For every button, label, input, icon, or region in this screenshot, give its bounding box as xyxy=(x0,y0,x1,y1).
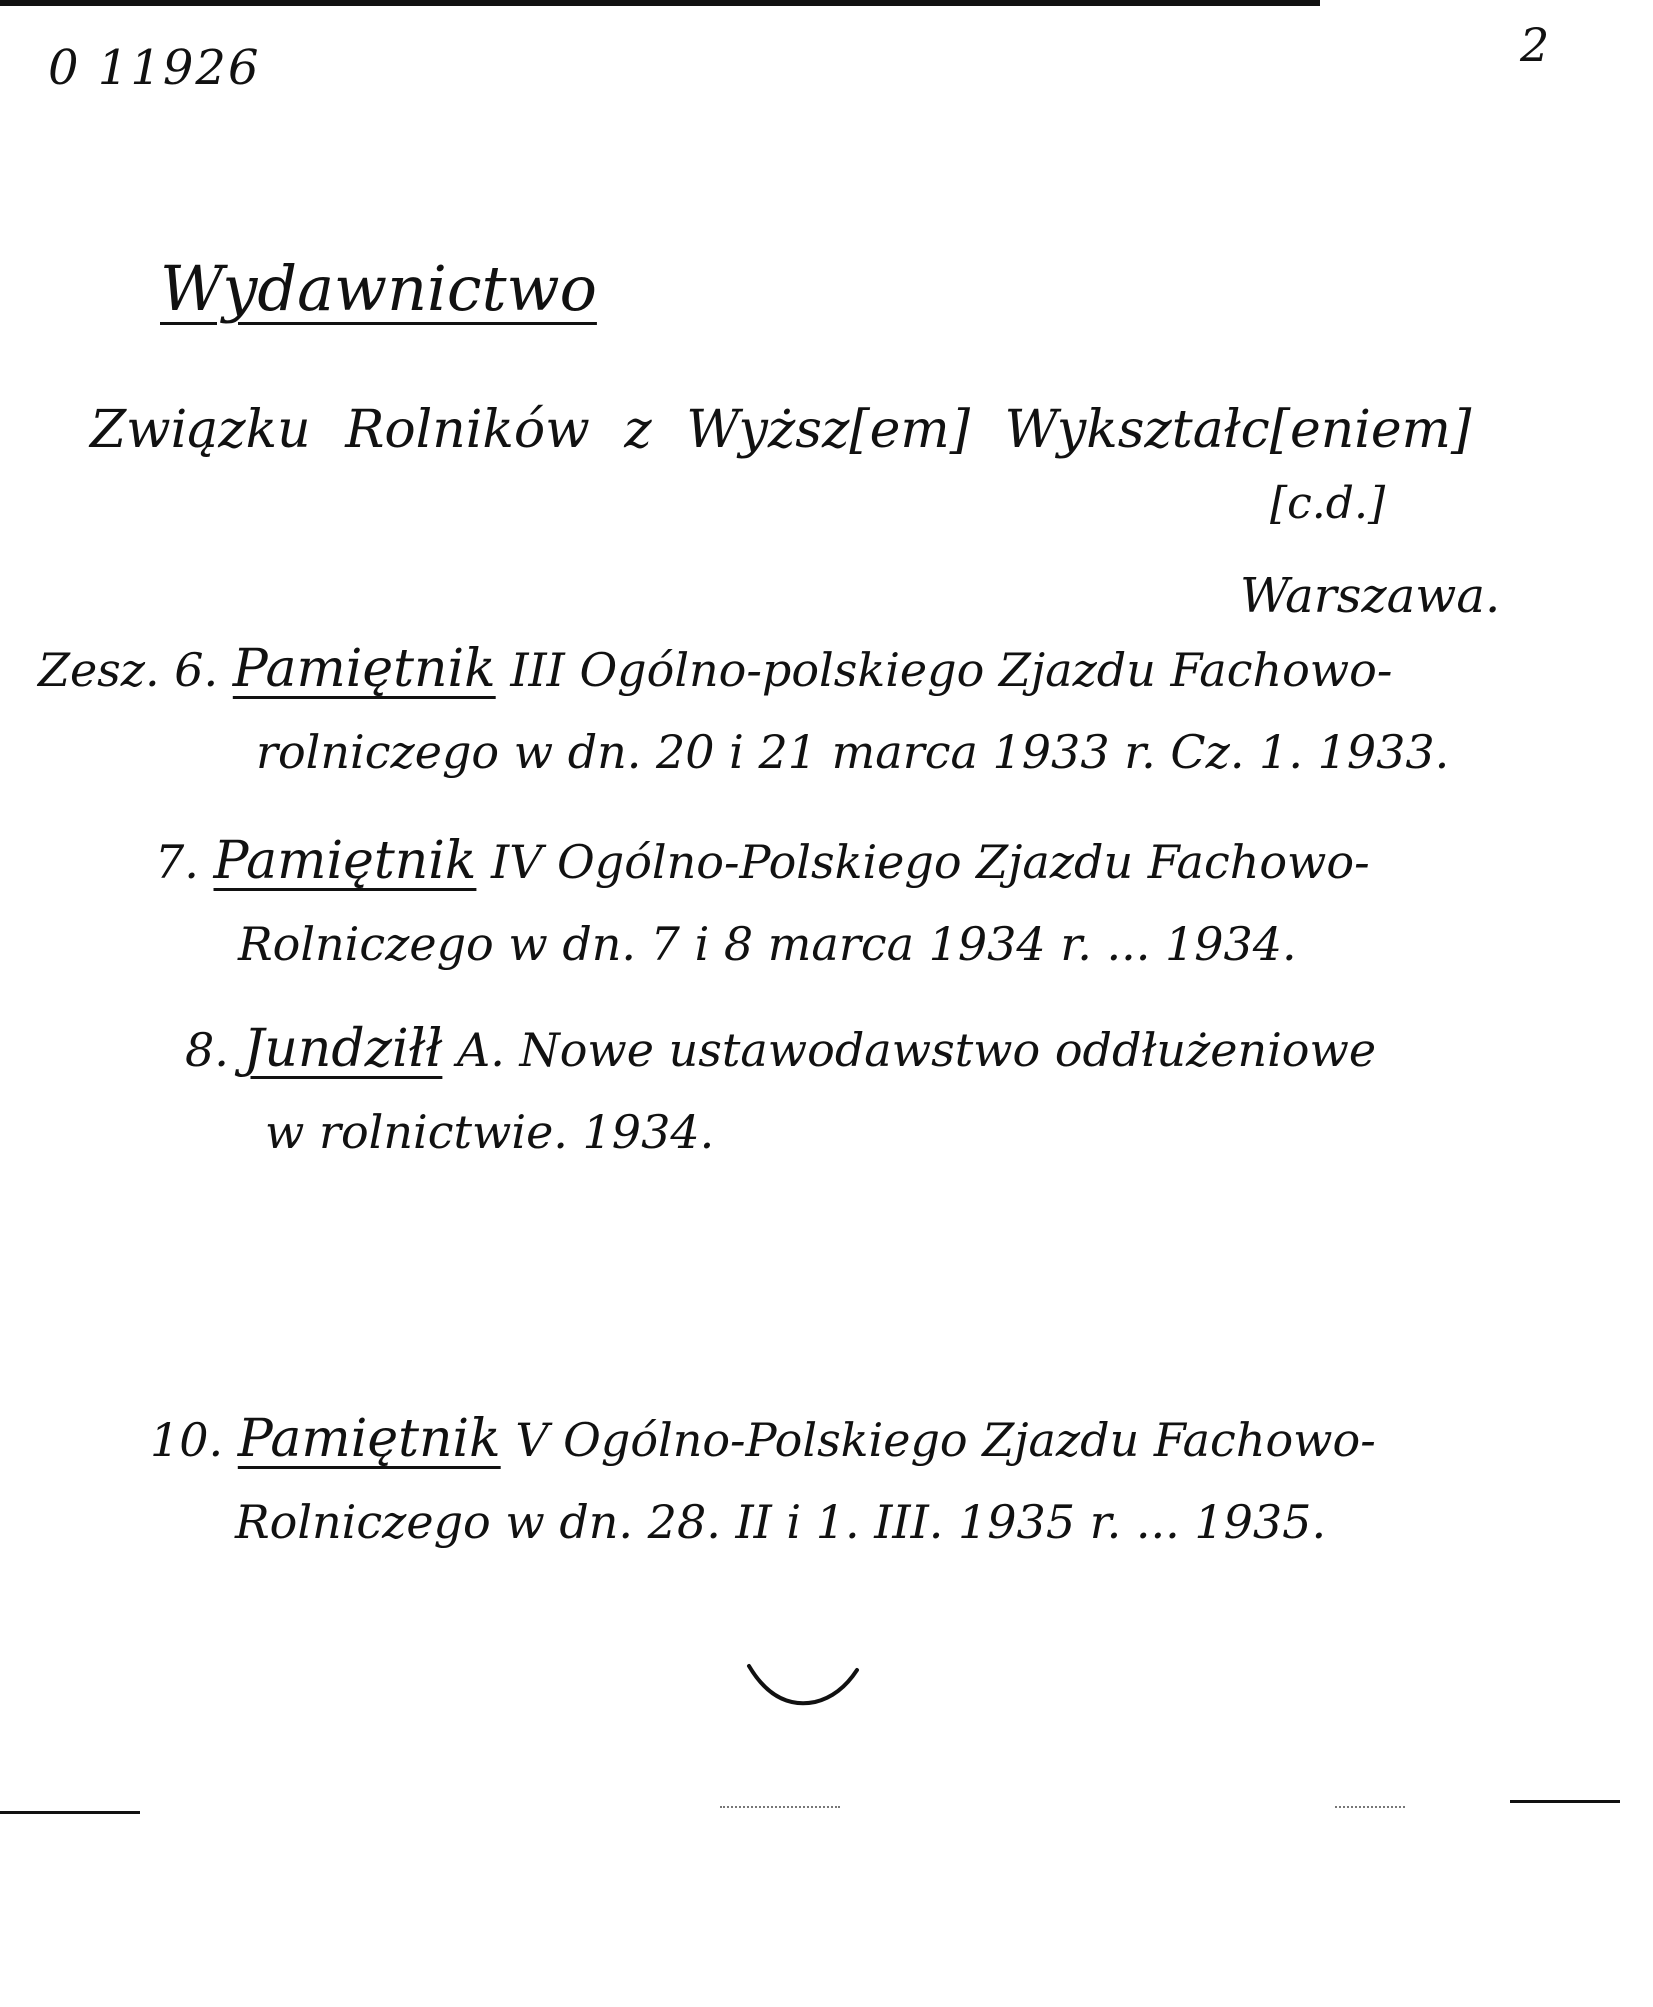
entry-text-line2: w rolnictwie. 1934. xyxy=(265,1105,715,1159)
publisher-heading: Wydawnictwo xyxy=(160,252,597,325)
page-number: 2 xyxy=(1520,18,1550,72)
entry-text-line1: A. Nowe ustawodawstwo oddłużeniowe xyxy=(457,1023,1377,1077)
entry-title: Pamiętnik xyxy=(213,831,477,891)
continued-note: [c.d.] xyxy=(1270,478,1386,529)
bottom-rule-right xyxy=(1510,1800,1620,1803)
entry-number: 10. xyxy=(150,1413,224,1467)
entry-title: Jundziłł xyxy=(243,1019,443,1079)
entry-number: 7. xyxy=(155,835,199,889)
entry-text-line2: Rolniczego w dn. 28. II i 1. III. 1935 r. ... 1935. xyxy=(235,1495,1327,1549)
catalog-number: 0 11926 xyxy=(48,40,261,96)
entry-text-line1: V Ogólno-Polskiego Zjazdu Fachowo- xyxy=(515,1413,1376,1467)
bottom-rule-left xyxy=(0,1811,140,1814)
publisher-name: Związku Rolników z Wyższ[em] Wykształc[eniem] xyxy=(90,400,1472,460)
entry-text-line1: IV Ogólno-Polskiego Zjazdu Fachowo- xyxy=(491,835,1370,889)
entry-10 xyxy=(150,1398,1376,1563)
entry-title: Pamiętnik xyxy=(237,1409,501,1469)
entry-number: Zesz. 6. xyxy=(38,643,219,697)
entry-text-line1: III Ogólno-polskiego Zjazdu Fachowo- xyxy=(510,643,1393,697)
top-rule xyxy=(0,0,1320,6)
publication-place: Warszawa. xyxy=(1240,568,1501,624)
entry-text-line2: rolniczego w dn. 20 i 21 marca 1933 r. Cz. 1. 1933. xyxy=(256,725,1450,779)
entry-text-line2: Rolniczego w dn. 7 i 8 marca 1934 r. ... 1934. xyxy=(238,917,1297,971)
bottom-dotted-rule xyxy=(1335,1806,1405,1810)
entry-8 xyxy=(185,1008,1376,1173)
entry-title: Pamiętnik xyxy=(232,639,496,699)
closing-mark xyxy=(745,1660,865,1720)
entry-6 xyxy=(38,628,1449,793)
bottom-dotted-rule xyxy=(720,1806,840,1810)
entry-7 xyxy=(155,820,1370,985)
entry-number: 8. xyxy=(185,1023,229,1077)
